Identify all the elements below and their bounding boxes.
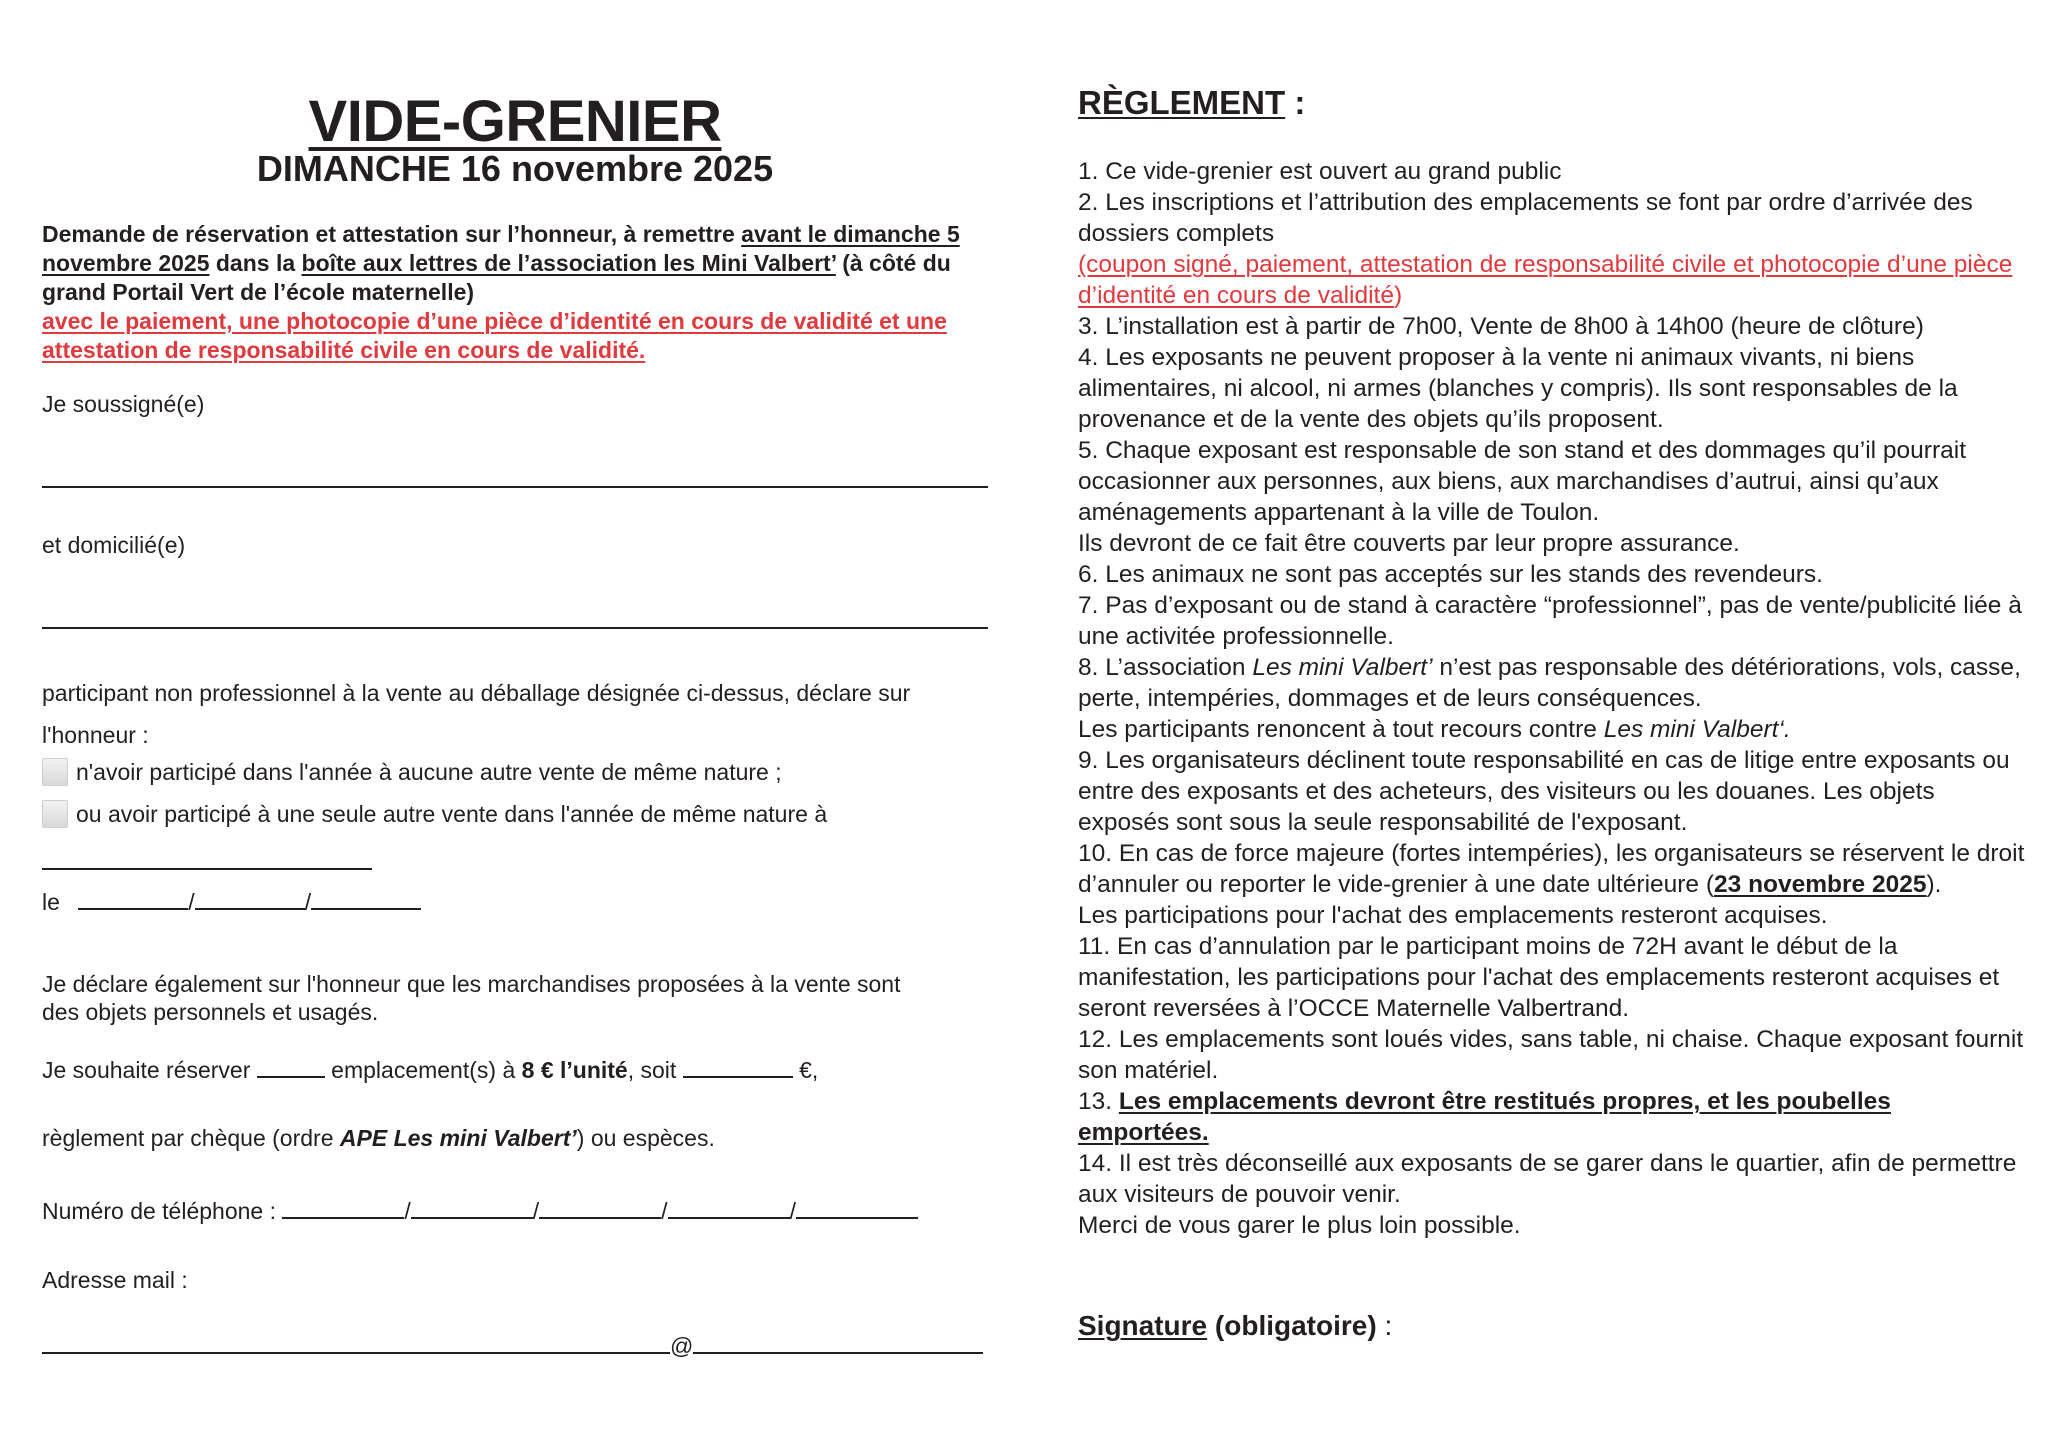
phone-separator: /	[789, 1198, 796, 1224]
page-title: VIDE-GRENIER	[308, 89, 722, 154]
checkbox-row-no-participation[interactable]	[42, 758, 782, 786]
rule-text: )	[1393, 282, 1403, 309]
domicile-label: et domicilié(e)	[42, 532, 186, 558]
declaration-text: participant non professionnel à la vente au déballage désignée ci-dessus, déclare sur l'honneur :	[42, 680, 911, 748]
spots-count-field[interactable]	[257, 1054, 325, 1078]
date-label: le	[42, 889, 60, 915]
intro-text: dans la	[209, 250, 302, 276]
rule-5: 5. Chaque exposant est responsable de son stand et des dommages qu’il pourrait occasionner aux personnes, aux biens, aux marchandises d’autrui, ainsi qu’aux aménagements appartenant à la ville de Toulon.	[1078, 437, 1967, 526]
currency-symbol: €,	[799, 1057, 819, 1083]
rule-5-insurance: Ils devront de ce fait être couverts par leur propre assurance.	[1078, 530, 1740, 557]
reservation-text: emplacement(s) à	[331, 1057, 516, 1083]
undersigned-label: Je soussigné(e)	[42, 391, 205, 417]
signature-label[interactable]	[1078, 1310, 1392, 1342]
payment-text: règlement par chèque (ordre	[42, 1125, 340, 1151]
rule-text: 2. Les inscriptions et l’attribution des emplacements se font par ordre d’arrivée des dossiers complets	[1078, 189, 1973, 247]
association-name: Les mini Valbert’	[1252, 654, 1433, 681]
signature-qualifier: (obligatoire)	[1207, 1310, 1377, 1341]
at-sign: @	[670, 1333, 694, 1359]
phone-row	[42, 1195, 918, 1225]
phone-part-4[interactable]	[668, 1195, 790, 1219]
intro-text: Demande de réservation et attestation sur l’honneur, à remettre	[42, 221, 742, 247]
total-amount-field[interactable]	[683, 1054, 793, 1078]
rule-8-waiver	[1078, 714, 2028, 745]
rule-14: 14. Il est très déconseillé aux exposants de se garer dans le quartier, afin de permettre aux visiteurs de pouvoir venir.	[1078, 1150, 2017, 1208]
rules-list	[1078, 156, 2028, 1241]
postponement-date: 23 novembre 2025	[1714, 871, 1927, 898]
rule-10	[1078, 838, 2028, 900]
checkbox-label: n'avoir participé dans l'année à aucune autre vente de même nature ;	[76, 758, 782, 785]
date-separator: /	[304, 889, 312, 915]
rule-text: 13.	[1078, 1088, 1119, 1115]
email-domain-field[interactable]	[693, 1330, 983, 1354]
association-name: Les mini Valbert‘.	[1603, 716, 1791, 743]
rule-9: 9. Les organisateurs déclinent toute responsabilité en cas de litige entre exposants ou entre des exposants et des acheteurs, des visiteurs ou les douanes. Les objets exposés sont sous la seule responsabilité de l'exposant.	[1078, 747, 2010, 836]
rule-10-participations: Les participations pour l'achat des emplacements resteront acquises.	[1078, 902, 1828, 929]
other-sale-place-field[interactable]	[42, 868, 372, 870]
rule-1: 1. Ce vide-grenier est ouvert au grand public	[1078, 158, 1562, 185]
rules-heading-text: RÈGLEMENT	[1078, 84, 1286, 121]
phone-part-5[interactable]	[796, 1195, 918, 1219]
signature-colon: :	[1376, 1310, 1393, 1341]
rule-12: 12. Les emplacements sont loués vides, sans table, ni chaise. Chaque exposant fournit son matériel.	[1078, 1026, 2024, 1084]
payment-method	[42, 1124, 715, 1152]
phone-part-2[interactable]	[411, 1195, 533, 1219]
date-year-field[interactable]	[311, 886, 421, 910]
checkbox-one-participation[interactable]	[42, 800, 68, 828]
rule-text: ).	[1926, 871, 1942, 898]
email-local-part-field[interactable]	[42, 1330, 670, 1354]
phone-separator: /	[404, 1198, 411, 1224]
date-separator: /	[188, 889, 195, 915]
email-row	[42, 1330, 983, 1360]
event-date: DIMANCHE 16 novembre 2025	[256, 148, 774, 189]
rule-4: 4. Les exposants ne peuvent proposer à la vente ni animaux vivants, ni biens alimentaires, ni alcool, ni armes (blanches y compris). Ils sont responsables de la provenance et de la vente des objets qu’ils proposent.	[1078, 344, 1958, 433]
rule-text: Les participants renoncent à tout recours contre	[1078, 716, 1604, 743]
date-row	[42, 886, 421, 916]
intro-required-documents: avec le paiement, une photocopie d’une pièce d’identité en cours de validité et une attestation de responsabilité civile en cours de validité.	[42, 308, 947, 363]
checkbox-row-one-participation[interactable]	[42, 800, 827, 828]
rule-2-required-documents: (coupon signé, paiement, attestation de responsabilité civile et photocopie d’une pièce d’identité en cours de validité	[1078, 251, 2013, 309]
signature-text: Signature	[1078, 1310, 1208, 1341]
rule-13-emphasis: Les emplacements devront être restitués propres, et les poubelles emportées.	[1078, 1088, 1891, 1146]
rule-14-parking: Merci de vous garer le plus loin possible.	[1078, 1212, 1521, 1239]
phone-part-3[interactable]	[539, 1195, 661, 1219]
checkbox-no-participation[interactable]	[42, 758, 68, 786]
rule-text: n’est pas responsable des détériorations, vols, casse, perte, intempéries, dommages et de leurs conséquences.	[1078, 654, 2021, 712]
rule-text: 10. En cas de force majeure (fortes intempéries), les organisateurs se réservent le droit d’annuler ou reporter le vide-grenier à une date ultérieure (	[1078, 840, 2025, 898]
intro-deadline: avant le dimanche 5 novembre 2025	[42, 221, 960, 276]
phone-label: Numéro de téléphone :	[42, 1198, 276, 1224]
date-month-field[interactable]	[195, 886, 305, 910]
reservation-row	[42, 1054, 818, 1084]
unit-price: 8 € l’unité	[521, 1057, 628, 1083]
intro-text: (à côté du grand Portail Vert de l’école maternelle)	[42, 250, 951, 305]
rules-heading	[1078, 84, 1305, 122]
rule-13	[1078, 1086, 2028, 1148]
rule-3: 3. L’installation est à partir de 7h00, Vente de 8h00 à 14h00 (heure de clôture)	[1078, 313, 1924, 340]
payment-text: ) ou espèces.	[576, 1125, 715, 1151]
intro-paragraph	[42, 220, 1002, 365]
declaration-personal-goods: Je déclare également sur l'honneur que les marchandises proposées à la vente sont des objets personnels et usagés.	[42, 971, 901, 1025]
checkbox-label: ou avoir participé à une seule autre vente dans l'année de même nature à	[76, 800, 828, 827]
rule-7: 7. Pas d’exposant ou de stand à caractère “professionnel”, pas de vente/publicité liée à une activitée professionnelle.	[1078, 592, 2022, 650]
rule-text: 8. L’association	[1078, 654, 1253, 681]
payee-name: APE Les mini Valbert’	[339, 1125, 577, 1151]
email-label: Adresse mail :	[42, 1267, 188, 1293]
rule-8	[1078, 652, 2028, 714]
phone-part-1[interactable]	[282, 1195, 404, 1219]
reservation-text: , soit	[627, 1057, 677, 1083]
phone-separator: /	[532, 1198, 540, 1224]
date-day-field[interactable]	[78, 886, 188, 910]
undersigned-field[interactable]	[42, 486, 988, 488]
rules-heading-colon: :	[1285, 84, 1306, 121]
rule-6: 6. Les animaux ne sont pas acceptés sur les stands des revendeurs.	[1078, 561, 1823, 588]
intro-mailbox: boîte aux lettres de l’association les Mini Valbert’	[301, 250, 836, 276]
rule-2	[1078, 187, 2028, 311]
domicile-field[interactable]	[42, 627, 988, 629]
reservation-text: Je souhaite réserver	[42, 1057, 251, 1083]
phone-separator: /	[661, 1198, 668, 1224]
rule-11: 11. En cas d’annulation par le participant moins de 72H avant le début de la manifestation, les participations pour l'achat des emplacements resteront acquises et seront reversées à l’OCCE Maternelle Valbertrand.	[1078, 933, 2000, 1022]
